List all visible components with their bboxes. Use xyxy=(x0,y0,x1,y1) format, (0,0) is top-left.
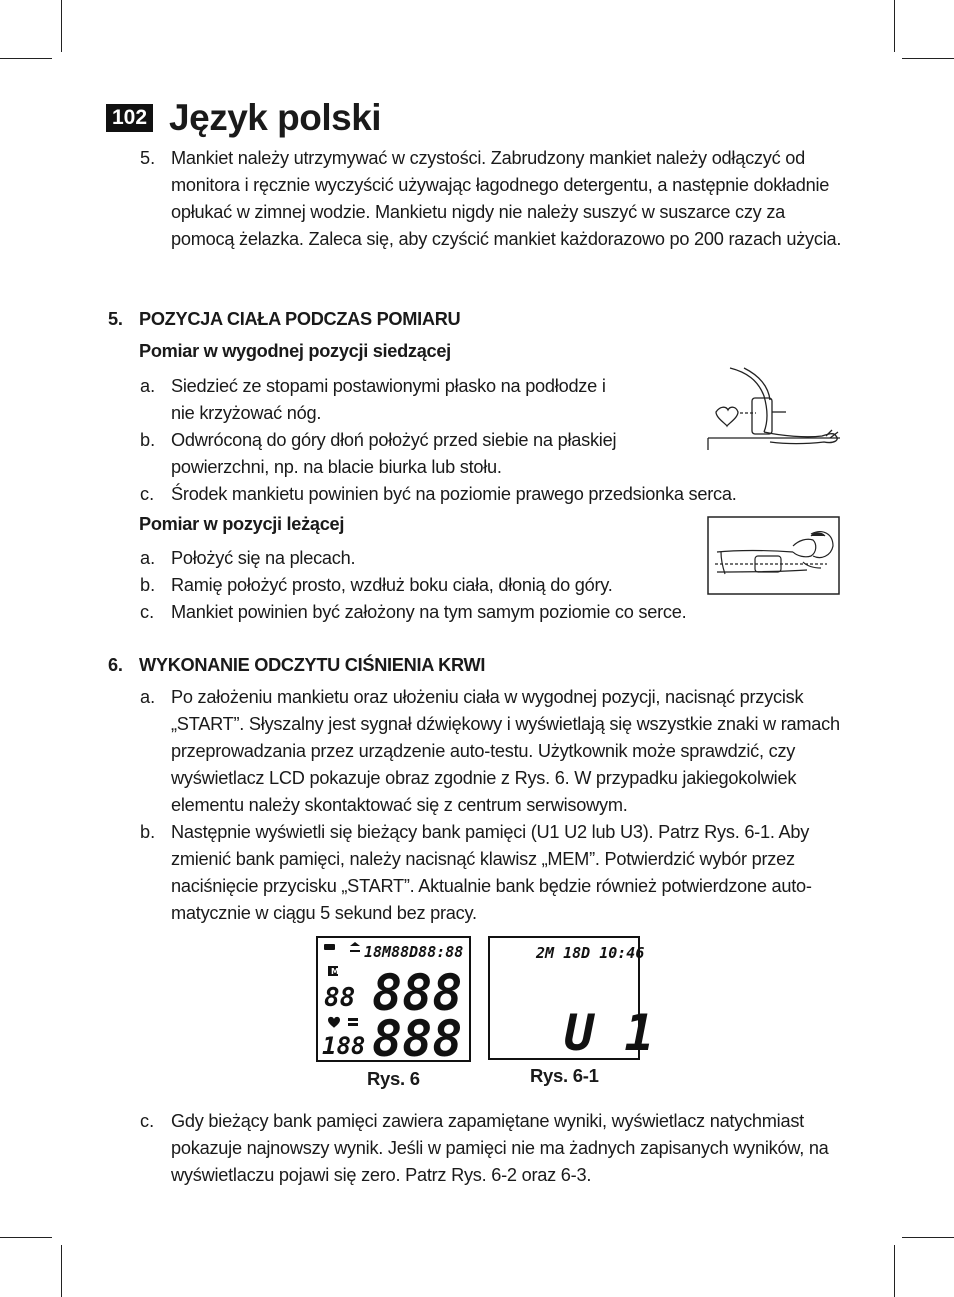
crop-mark xyxy=(902,58,954,59)
lcd-memory-bank: U 1 xyxy=(564,1004,655,1062)
crop-mark xyxy=(894,1245,895,1297)
item-marker: b. xyxy=(140,430,156,450)
lcd-top-row: 18M88D88:88 xyxy=(364,943,464,961)
item-text: Gdy bieżący bank pamięci zawiera zapamiętane wyniki, wyświetlacz natychmiast pokazuje najnowszy wynik. Jeśli w pamięci nie ma żadnych zapisanych wyników, na wyświetlaczu pojawi się zero. Patrz Rys. 6-2 oraz 6-3. xyxy=(171,1111,829,1185)
item-marker: c. xyxy=(140,602,155,622)
section-heading: POZYCJA CIAŁA PODCZAS POMIARU xyxy=(139,309,461,329)
item-text: Odwróconą do góry dłoń położyć przed siebie na płaskiej powierzchni, np. na blacie biurka lub stołu. xyxy=(171,430,617,477)
subsection-title: Pomiar w pozycji leżącej xyxy=(139,514,345,534)
arrhythmia-icon xyxy=(348,1018,358,1026)
section-heading: WYKONANIE ODCZYTU CIŚNIENIA KRWI xyxy=(139,655,486,675)
memory-label: M xyxy=(331,967,339,976)
item-text: Mankiet należy utrzymywać w czystości. Zabrudzony mankiet należy odłączyć od monitora i ręcznie wyczyścić używając łagodnego detergentu, a następnie dokładnie opłukać w zimnej wodzie. Mankietu nigdy nie należy suszyć w suszarce czy za pomocą żelazka. Zaleca się, aby czyścić mankiet każdorazowo po 200 razach użycia. xyxy=(171,148,842,249)
sitting-position-illustration xyxy=(706,366,842,452)
item-text: Mankiet powinien być założony na tym samym poziomie co serce. xyxy=(171,602,687,622)
item-text: Po założeniu mankietu oraz ułożeniu ciała w wygodnej pozycji, nacisnąć przycisk „START”. Słyszalny jest sygnał dźwiękowy i wyświetlają się wszystkie znaki w ramach przeprowadzania przez urządzenie auto-testu. Użytkownik może sprawdzić, czy wyświetlacz LCD pokazuje obraz zgodnie z Rys. 6. W przypadku jakiegokolwiek elementu należy skontaktować się z centrum serwisowym. xyxy=(171,687,840,815)
item-marker: b. xyxy=(140,822,156,842)
crop-mark xyxy=(61,0,62,52)
page-title: Język polski xyxy=(169,97,382,138)
crop-mark xyxy=(902,1237,954,1238)
item-marker: a. xyxy=(140,376,156,396)
heart-icon xyxy=(328,1017,340,1028)
item-text: Położyć się na plecach. xyxy=(171,548,356,568)
crop-mark xyxy=(61,1245,62,1297)
section-number: 6. xyxy=(108,655,123,675)
crop-mark xyxy=(0,58,52,59)
item-text: Następnie wyświetli się bieżący bank pamięci (U1 U2 lub U3). Patrz Rys. 6-1. Aby zmienić bank pamięci, należy nacisnąć klawisz „MEM”. Potwierdzić wybór przez naciśnięcie przycisku „START”. Aktualnie bank będzie również potwierdzone auto-matycznie w ciągu 5 sekund bez pracy. xyxy=(171,822,812,923)
lcd-display-all-segments xyxy=(316,936,471,1068)
lcd-big-lower: 888 xyxy=(372,1010,463,1068)
battery-icon xyxy=(324,944,335,950)
item-marker: a. xyxy=(140,687,156,707)
cuff-icon xyxy=(350,942,360,952)
lcd-display-memory-bank xyxy=(488,936,655,1062)
lcd-top-row: 2M 18D 10:46 xyxy=(536,944,645,962)
lcd-big-upper: 888 xyxy=(372,964,463,1022)
figure-caption: Rys. 6 xyxy=(367,1068,420,1089)
page-number: 102 xyxy=(106,104,153,132)
section-number: 5. xyxy=(108,309,123,329)
item-marker: c. xyxy=(140,484,155,504)
item-marker: c. xyxy=(140,1111,155,1131)
item-text: Środek mankietu powinien być na poziomie prawego przedsionka serca. xyxy=(171,484,737,504)
subsection-title: Pomiar w wygodnej pozycji siedzącej xyxy=(139,341,451,361)
item-text: Ramię położyć prosto, wzdłuż boku ciała, dłonią do góry. xyxy=(171,575,613,595)
crop-mark xyxy=(894,0,895,52)
item-marker: a. xyxy=(140,548,156,568)
figure-caption: Rys. 6-1 xyxy=(530,1065,599,1086)
lying-position-illustration xyxy=(707,516,840,595)
lcd-small-upper: 88 xyxy=(324,983,356,1013)
page-header xyxy=(106,98,381,138)
item-marker: 5. xyxy=(140,148,156,168)
item-text: Siedzieć ze stopami postawionymi płasko na podłodze i nie krzyżować nóg. xyxy=(171,376,606,423)
lcd-small-lower: 188 xyxy=(322,1032,366,1060)
crop-mark xyxy=(0,1237,52,1238)
item-marker: b. xyxy=(140,575,156,595)
